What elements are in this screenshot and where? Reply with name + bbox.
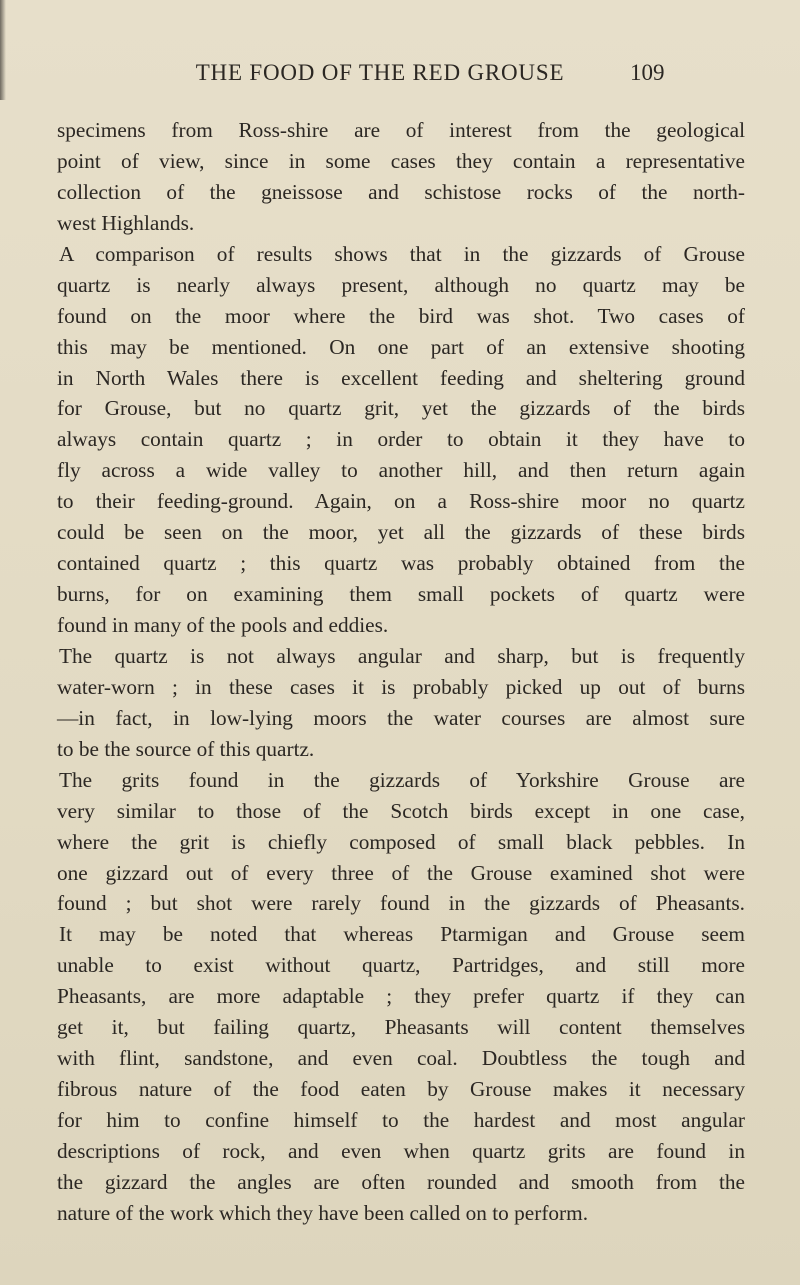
text-line: The quartz is not always angular and sharp, but is frequently bbox=[59, 643, 745, 668]
text-line: descriptions of rock, and even when quartz grits are found in bbox=[57, 1138, 745, 1163]
text-line: Pheasants, are more adaptable ; they prefer quartz if they can bbox=[57, 984, 745, 1009]
text-line: contained quartz ; this quartz was probably obtained from the bbox=[57, 551, 745, 576]
text-line: The grits found in the gizzards of Yorkshire Grouse are bbox=[59, 767, 745, 792]
text-line: to their feeding-ground. Again, on a Ross-shire moor no quartz bbox=[57, 489, 745, 514]
text-line: very similar to those of the Scotch birds except in one case, bbox=[57, 798, 745, 823]
text-line: west Highlands. bbox=[57, 210, 195, 235]
text-line: this may be mentioned. On one part of an extensive shooting bbox=[57, 334, 745, 359]
body-text bbox=[57, 115, 745, 1229]
text-line: unable to exist without quartz, Partridges, and still more bbox=[57, 953, 745, 978]
text-line: It may be noted that whereas Ptarmigan and Grouse seem bbox=[59, 922, 745, 947]
text-line: with flint, sandstone, and even coal. Doubtless the tough and bbox=[57, 1046, 745, 1071]
text-line: found on the moor where the bird was shot. Two cases of bbox=[57, 303, 745, 328]
text-line: A comparison of results shows that in the gizzards of Grouse bbox=[59, 241, 745, 266]
text-line: burns, for on examining them small pockets of quartz were bbox=[57, 582, 745, 607]
text-line: get it, but failing quartz, Pheasants will content themselves bbox=[57, 1015, 745, 1040]
page-number: 109 bbox=[630, 60, 665, 85]
text-line: fly across a wide valley to another hill, and then return again bbox=[57, 458, 745, 483]
text-line: found in many of the pools and eddies. bbox=[57, 613, 389, 637]
text-line: for him to confine himself to the hardest and most angular bbox=[57, 1108, 745, 1132]
text-line: nature of the work which they have been called on to perform. bbox=[57, 1200, 589, 1225]
text-line: where the grit is chiefly composed of small black pebbles. In bbox=[57, 829, 745, 854]
text-line: quartz is nearly always present, although no quartz may be bbox=[57, 272, 745, 297]
text-line: one gizzard out of every three of the Grouse examined shot were bbox=[57, 860, 745, 885]
text-line: in North Wales there is excellent feeding and sheltering ground bbox=[57, 365, 745, 390]
text-line: the gizzard the angles are often rounded and smooth from the bbox=[57, 1169, 745, 1194]
text-line: found ; but shot were rarely found in the gizzards of Pheasants. bbox=[57, 891, 745, 916]
text-line: for Grouse, but no quartz grit, yet the gizzards of the birds bbox=[57, 396, 745, 421]
text-line: fibrous nature of the food eaten by Grouse makes it necessary bbox=[57, 1077, 745, 1102]
text-line: point of view, since in some cases they contain a representative bbox=[57, 148, 745, 173]
page-header bbox=[0, 60, 800, 94]
text-line: to be the source of this quartz. bbox=[57, 736, 315, 761]
text-line: specimens from Ross-shire are of interest from the geological bbox=[57, 118, 745, 142]
text-line: —in fact, in low-lying moors the water courses are almost sure bbox=[57, 705, 745, 730]
text-line: collection of the gneissose and schistose rocks of the north- bbox=[57, 179, 745, 204]
running-head: THE FOOD OF THE RED GROUSE bbox=[195, 60, 565, 85]
text-line: could be seen on the moor, yet all the gizzards of these birds bbox=[57, 520, 745, 545]
text-line: water-worn ; in these cases it is probably picked up out of burns bbox=[57, 674, 745, 699]
text-line: always contain quartz ; in order to obtain it they have to bbox=[57, 427, 745, 452]
